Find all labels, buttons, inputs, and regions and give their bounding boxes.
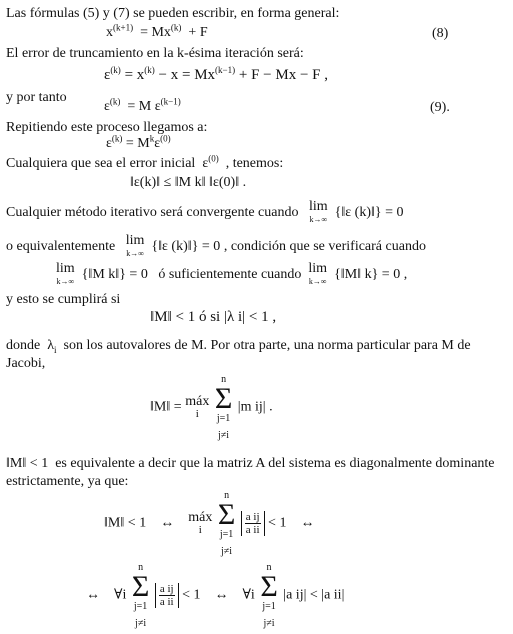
eq-term: ε [104, 99, 110, 114]
lim-label: lim [56, 261, 75, 276]
equivalence-arrow: ↔ [86, 587, 100, 603]
eq-term: ε [202, 156, 209, 171]
eq-term: = M ε [127, 99, 161, 114]
forall-term: ∀i [114, 587, 127, 603]
summation [260, 562, 277, 629]
sum-upper: n [221, 374, 227, 385]
lim-sub: k→∞ [309, 215, 328, 224]
text-span: Cualquiera que sea el error inicial [6, 156, 196, 171]
sum-condition: j≠i [263, 618, 275, 629]
text-line: estrictamente, ya que: [6, 474, 129, 489]
eq-term: {‖ε (k)‖} = 0 [151, 239, 221, 255]
eq-term: = x [124, 67, 145, 83]
eq-sup: (k) [110, 65, 121, 75]
norm-inequality: ‖ε(k)‖ ≤ ‖M k‖ ‖ε(0)‖ . [130, 175, 247, 190]
text-line: El error de truncamiento en la k-ésima iteración será: [6, 46, 304, 61]
sum-lower: j=1 [216, 413, 231, 424]
eq-term: {‖M‖ k} = 0 , [334, 267, 408, 283]
text-span: , tenemos: [225, 156, 284, 171]
lim-sub: k→∞ [126, 249, 144, 258]
eq-term: = Mx [140, 25, 171, 40]
text-line: y por tanto [6, 90, 67, 105]
eq-sup: (0) [160, 133, 171, 144]
text-span: , condición que se verificará cuando [223, 239, 426, 255]
error-equation [104, 66, 328, 84]
repetition-equation [106, 135, 171, 153]
text-span: donde [6, 338, 41, 353]
eq-sup: (k) [111, 133, 123, 144]
numerator: a ij [159, 583, 174, 595]
text-line [6, 153, 284, 172]
eq-sup: (k+1) [113, 22, 134, 33]
text-line [6, 338, 471, 354]
text-span: Cualquier método iterativo será convergente cuando [6, 205, 299, 221]
text-span: o equivalentemente [6, 239, 116, 255]
max-operator [188, 511, 212, 537]
sigma-symbol: Σ [260, 570, 278, 603]
numerator: a ij [245, 511, 260, 523]
eq-term: ‖M‖ < 1 [104, 515, 147, 531]
lim-sub: k→∞ [56, 277, 75, 286]
sum-lower: j=1 [219, 529, 234, 540]
text-span: son los autovalores de M. Por otra parte, una norma particular para M de [63, 338, 471, 353]
summation [215, 374, 232, 441]
eq-sup: (k) [144, 65, 155, 75]
sum-condition: j≠i [221, 546, 233, 557]
eq-sub: i [54, 344, 57, 355]
sum-upper: n [138, 562, 144, 573]
text-line [56, 262, 407, 288]
max-label: máx [185, 393, 210, 409]
eq-term: ‖M‖ < 1 [6, 456, 49, 471]
summation [218, 490, 235, 557]
eq-sup: (k−1) [215, 65, 236, 75]
sigma-symbol: Σ [217, 498, 236, 531]
limit-operator [126, 234, 145, 260]
eq-term: − x = Mx [158, 67, 216, 83]
eq-sup: (k) [170, 22, 182, 33]
eq-sup: (0) [208, 153, 219, 164]
limit-operator [56, 262, 75, 288]
text-line: Jacobi, [6, 356, 46, 371]
equation-number: (9). [430, 100, 450, 115]
text-line [6, 456, 495, 472]
denominator: a ii [245, 524, 260, 536]
eq-term: λ [47, 338, 55, 353]
equivalence-arrow: ↔ [300, 515, 315, 531]
sum-upper: n [266, 562, 272, 573]
eq-term: < 1 [268, 515, 287, 531]
sum-lower: j=1 [133, 601, 148, 612]
max-sub: i [195, 407, 199, 420]
eq-term: ε [104, 67, 111, 83]
absolute-value [155, 583, 179, 608]
lim-label: lim [308, 261, 328, 276]
text-line: Repitiendo este proceso llegamos a: [6, 120, 208, 135]
eq-term: x [106, 25, 113, 40]
eq-term: + F [188, 25, 208, 40]
max-operator [185, 395, 209, 421]
text-line [6, 234, 426, 260]
eq-term: {‖M k‖} = 0 [81, 267, 148, 283]
limit-operator [309, 200, 328, 226]
eq-term: ‖M‖ = [150, 399, 182, 415]
equation-number: (8) [432, 26, 449, 41]
jacobi-norm-equation [150, 374, 273, 441]
eq-term: ε [106, 136, 112, 151]
eq-term: {‖ε (k)‖} = 0 [334, 205, 404, 221]
sigma-symbol: Σ [131, 570, 150, 603]
fraction [159, 583, 175, 608]
eq-term: ε [154, 136, 161, 151]
sum-upper: n [224, 490, 230, 501]
equation-8 [106, 24, 208, 42]
eq-term: = M [125, 136, 150, 151]
text-line: y esto se cumplirá si [6, 292, 121, 307]
denominator: a ii [159, 596, 174, 608]
text-line [6, 200, 404, 226]
eq-term: |m ij| . [237, 399, 273, 415]
absolute-value [241, 511, 265, 536]
eq-sup: k [149, 133, 155, 144]
text-span: es equivalente a decir que la matriz A del sistema es diagonalmente dominante [55, 456, 495, 471]
text-span: ó suficientemente cuando [158, 267, 302, 283]
condition-equation: ‖M‖ < 1 ó si |λ i| < 1 , [150, 309, 277, 325]
max-label: máx [188, 509, 213, 525]
eq-sup: (k) [109, 96, 121, 107]
equivalence-arrow: ↔ [160, 515, 175, 531]
max-sub: i [198, 523, 202, 536]
summation [132, 562, 149, 629]
forall-term: ∀i [242, 587, 255, 603]
text-line: Las fórmulas (5) y (7) se pueden escribir, en forma general: [6, 6, 340, 21]
sum-condition: j≠i [135, 618, 147, 629]
equivalence-arrow: ↔ [214, 587, 229, 603]
dominance-equation-1 [104, 490, 314, 557]
eq-term: < 1 [182, 587, 201, 603]
dominance-equation-2 [86, 562, 344, 629]
lim-label: lim [125, 233, 145, 248]
sum-condition: j≠i [218, 430, 230, 441]
sum-lower: j=1 [262, 601, 276, 612]
limit-operator [308, 262, 327, 288]
fraction [245, 511, 261, 536]
lim-sub: k→∞ [308, 277, 327, 286]
equation-9 [104, 98, 181, 116]
eq-term: |a ij| < |a ii| [283, 587, 345, 603]
lim-label: lim [308, 199, 328, 214]
eq-term: + F − Mx − F , [238, 67, 329, 83]
eq-sup: (k−1) [160, 96, 181, 107]
sigma-symbol: Σ [214, 382, 233, 415]
